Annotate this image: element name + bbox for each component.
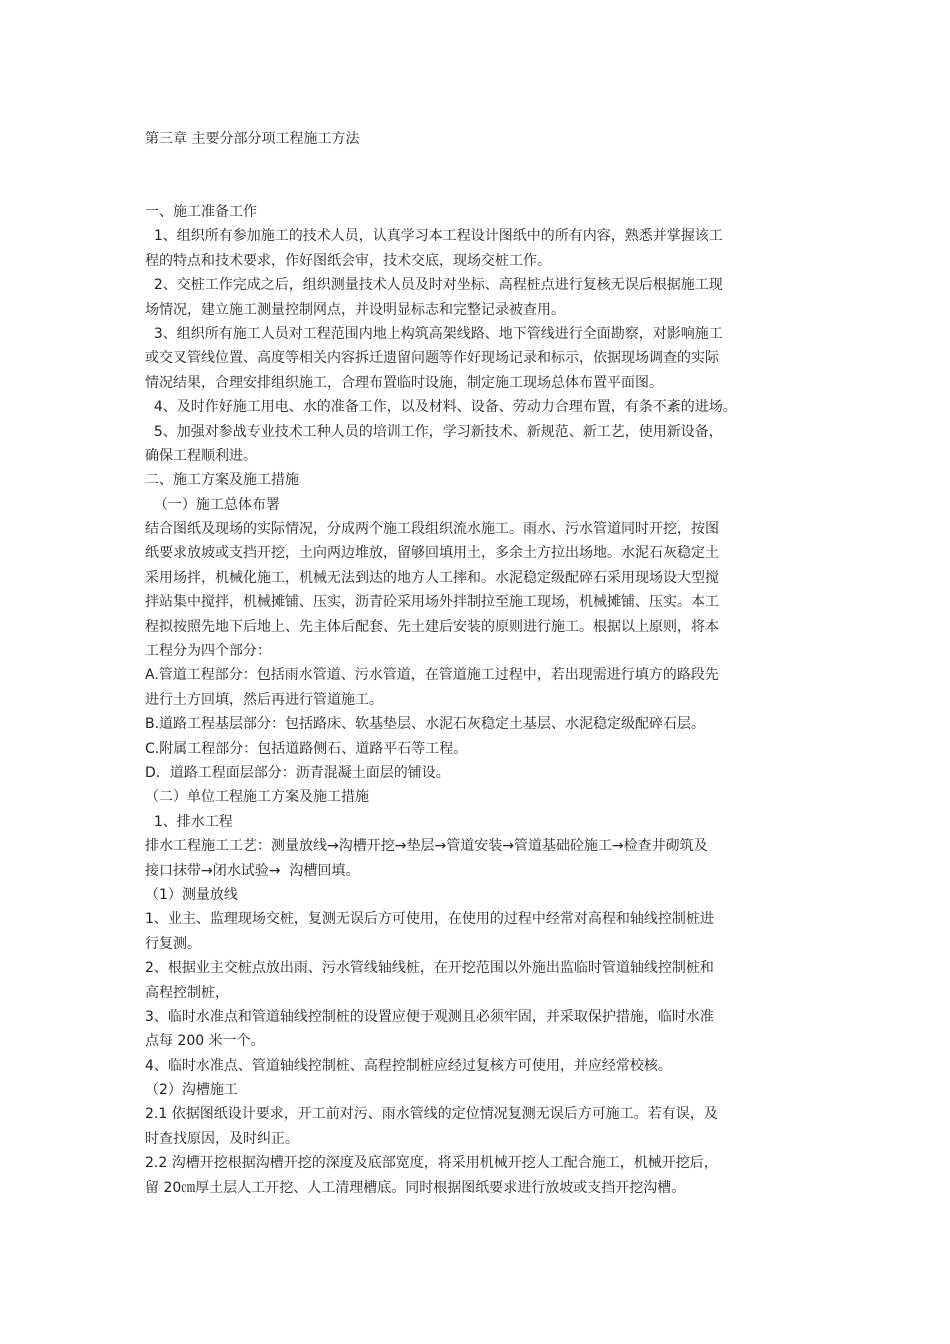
text-line: 2.2 沟槽开挖根据沟槽开挖的深度及底部宽度，将采用机械开挖人工配合施工，机械开挖后， <box>145 1155 718 1172</box>
text-line: 程的特点和技术要求，作好图纸会审，技术交底，现场交桩工作。 <box>145 252 551 269</box>
text-line: 确保工程顺利进。 <box>145 447 257 464</box>
text-line: 3、组织所有施工人员对工程范围内地上构筑高架线路、地下管线进行全面勘察，对影响施工 <box>145 325 723 342</box>
text-line: （一）施工总体布署 <box>145 496 280 513</box>
text-line: （1）测量放线 <box>145 886 238 903</box>
chapter-title: 第三章 主要分部分项工程施工方法 <box>145 131 360 147</box>
text-line: 程拟按照先地下后地上、先主体后配套、先土建后安装的原则进行施工。根据以上原则，将本 <box>145 618 719 635</box>
text-line: （二）单位工程施工方案及施工措施 <box>145 789 369 806</box>
text-line: C.附属工程部分：包括道路侧石、道路平石等工程。 <box>145 740 468 757</box>
text-line: D．道路工程面层部分：沥青混凝土面层的铺设。 <box>145 764 450 781</box>
text-line: 场情况，建立施工测量控制网点，并设明显标志和完整记录被查用。 <box>145 301 565 318</box>
text-line: 5、加强对参战专业技术工种人员的培训工作，学习新技术、新规范、新工艺，使用新设备， <box>145 423 723 440</box>
text-line: B.道路工程基层部分：包括路床、软基垫层、水泥石灰稳定土基层、水泥稳定级配碎石层。 <box>145 716 706 733</box>
text-line: 二、施工方案及施工措施 <box>145 472 299 489</box>
text-line: 结合图纸及现场的实际情况，分成两个施工段组织流水施工。雨水、污水管道同时开挖，按图 <box>145 521 719 538</box>
text-line: 高程控制桩， <box>145 984 229 1001</box>
text-line: 纸要求放坡或支挡开挖，土向两边堆放，留够回填用土，多余土方拉出场地。水泥石灰稳定土 <box>145 545 719 562</box>
text-line: 4、及时作好施工用电、水的准备工作，以及材料、设备、劳动力合理布置，有条不紊的进场。 <box>145 399 737 416</box>
text-line: 情况结果，合理安排组织施工，合理布置临时设施，制定施工现场总体布置平面图。 <box>145 374 663 391</box>
text-line: 采用场拌，机械化施工，机械无法到达的地方人工摔和。水泥稳定级配碎石采用现场设大型搅 <box>145 569 719 586</box>
text-line: 4、临时水准点、管道轴线控制桩、高程控制桩应经过复核方可使用，并应经常校核。 <box>145 1057 672 1074</box>
text-line: 2、根据业主交桩点放出雨、污水管线轴线桩，在开挖范围以外施出监临时管道轴线控制桩和 <box>145 960 714 977</box>
text-line: 进行土方回填，然后再进行管道施工。 <box>145 691 383 708</box>
text-line: 1、业主、监理现场交桩，复测无误后方可使用，在使用的过程中经常对高程和轴线控制桩进 <box>145 911 714 928</box>
text-line: 1、组织所有参加施工的技术人员，认真学习本工程设计图纸中的所有内容，熟悉并掌握该工 <box>145 228 723 245</box>
text-line: 一、施工准备工作 <box>145 204 257 220</box>
text-line: 3、临时水准点和管道轴线控制桩的设置应便于观测且必须牢固，并采取保护措施，临时水准 <box>145 1008 714 1025</box>
text-line: 或交叉管线位置、高度等相关内容拆迁遗留问题等作好现场记录和标示，依据现场调查的实际 <box>145 350 719 367</box>
text-line: A.管道工程部分：包括雨水管道、污水管道，在管道施工过程中，若出现需进行填方的路段先 <box>145 667 719 684</box>
text-line: 接口抹带→闭水试验→ 沟槽回填。 <box>145 862 360 879</box>
text-line: 点每 200 米一个。 <box>145 1033 265 1050</box>
text-line: 拌站集中搅拌，机械摊铺、压实，沥青砼采用场外拌制拉至施工现场，机械摊铺、压实。本工 <box>145 594 719 611</box>
text-line: 2、交桩工作完成之后，组织测量技术人员及时对坐标、高程桩点进行复核无误后根据施工现 <box>145 277 723 294</box>
text-line: 排水工程施工工艺：测量放线→沟槽开挖→垫层→管道安装→管道基础砼施工→检查井砌筑及 <box>145 838 708 855</box>
document-body <box>145 200 815 1200</box>
text-line: （2）沟槽施工 <box>145 1082 238 1099</box>
text-line: 2.1 依据图纸设计要求，开工前对污、雨水管线的定位情况复测无误后方可施工。若有误，及 <box>145 1106 718 1123</box>
text-line: 行复测。 <box>145 935 201 952</box>
text-line: 留 20㎝厚土层人工开挖、人工清理槽底。同时根据图纸要求进行放坡或支挡开挖沟槽。 <box>145 1179 686 1196</box>
text-line: 1、排水工程 <box>145 813 233 830</box>
text-line: 工程分为四个部分： <box>145 643 271 660</box>
text-line: 时查找原因，及时纠正。 <box>145 1130 299 1147</box>
